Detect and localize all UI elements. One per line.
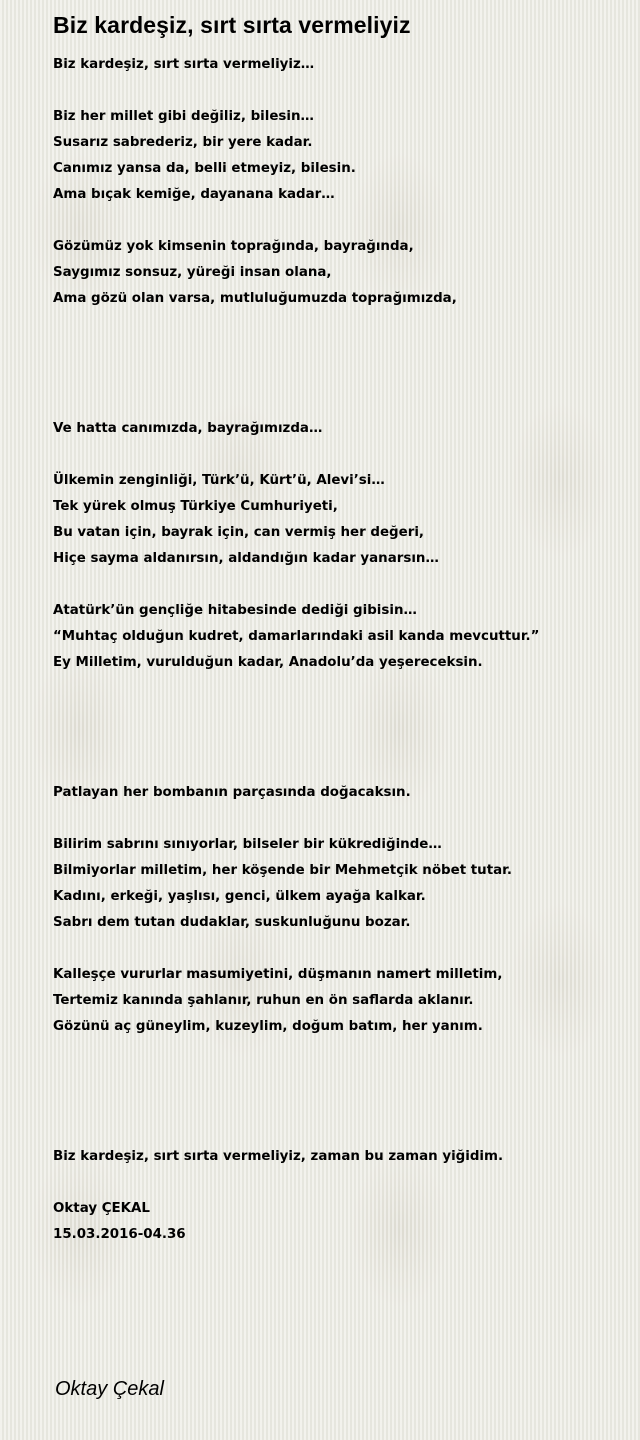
poem-line: Ve hatta canımızda, bayrağımızda… <box>53 421 323 436</box>
poem-blank-line <box>53 208 613 234</box>
poem-line: Oktay ÇEKAL <box>53 1201 150 1216</box>
poem-blank-line <box>53 572 613 598</box>
poem-blank-line <box>53 676 613 702</box>
poem-blank-line <box>53 728 613 754</box>
poem-line: Ey Milletim, vurulduğun kadar, Anadolu’da yeşereceksin. <box>53 655 483 670</box>
poem-blank-line <box>53 754 613 780</box>
poem-line: Saygımız sonsuz, yüreği insan olana, <box>53 265 332 280</box>
author-signature: Oktay Çekal <box>55 1378 164 1400</box>
poem-blank-line <box>53 1092 613 1118</box>
poem-blank-line <box>53 1118 613 1144</box>
poem-line: Kalleşçe vururlar masumiyetini, düşmanın namert milletim, <box>53 967 503 982</box>
poem-line: Gözümüz yok kimsenin toprağında, bayrağında, <box>53 239 414 254</box>
poem-line: Susarız sabrederiz, bir yere kadar. <box>53 135 313 150</box>
poem-blank-line <box>53 1170 613 1196</box>
poem-line: “Muhtaç olduğun kudret, damarlarındaki asil kanda mevcuttur.” <box>53 629 540 644</box>
poem-body <box>53 52 613 1248</box>
poem-line: Kadını, erkeği, yaşlısı, genci, ülkem ayağa kalkar. <box>53 889 426 904</box>
poem-line: Hiçe sayma aldanırsın, aldandığın kadar yanarsın… <box>53 551 439 566</box>
poem-blank-line <box>53 390 613 416</box>
poem-blank-line <box>53 312 613 338</box>
poem-blank-line <box>53 78 613 104</box>
poem-line: Ülkemin zenginliği, Türk’ü, Kürt’ü, Alevi’si… <box>53 473 385 488</box>
poem-line: Bu vatan için, bayrak için, can vermiş her değeri, <box>53 525 424 540</box>
poem-blank-line <box>53 364 613 390</box>
poem-line: Ama bıçak kemiğe, dayanana kadar… <box>53 187 335 202</box>
poem-line: Gözünü aç güneylim, kuzeylim, doğum batım, her yanım. <box>53 1019 483 1034</box>
poem-line: Patlayan her bombanın parçasında doğacaksın. <box>53 785 411 800</box>
poem-line: Atatürk’ün gençliğe hitabesinde dediği gibisin… <box>53 603 417 618</box>
poem-blank-line <box>53 442 613 468</box>
poem-blank-line <box>53 806 613 832</box>
poem-blank-line <box>53 338 613 364</box>
poem-blank-line <box>53 1040 613 1066</box>
poem-line: 15.03.2016-04.36 <box>53 1227 186 1242</box>
poem-line: Biz kardeşiz, sırt sırta vermeliyiz… <box>53 57 315 72</box>
poem-line: Bilmiyorlar milletim, her köşende bir Mehmetçik nöbet tutar. <box>53 863 512 878</box>
poem-blank-line <box>53 936 613 962</box>
poem-line: Tertemiz kanında şahlanır, ruhun en ön saflarda aklanır. <box>53 993 474 1008</box>
poem-line: Canımız yansa da, belli etmeyiz, bilesin. <box>53 161 356 176</box>
poem-line: Biz her millet gibi değiliz, bilesin… <box>53 109 314 124</box>
poem-line: Sabrı dem tutan dudaklar, suskunluğunu bozar. <box>53 915 411 930</box>
poem-line: Bilirim sabrını sınıyorlar, bilseler bir kükrediğinde… <box>53 837 442 852</box>
poem-title: Biz kardeşiz, sırt sırta vermeliyiz <box>53 12 411 38</box>
poem-line: Ama gözü olan varsa, mutluluğumuzda toprağımızda, <box>53 291 457 306</box>
poem-line: Tek yürek olmuş Türkiye Cumhuriyeti, <box>53 499 338 514</box>
poem-blank-line <box>53 1066 613 1092</box>
poem-blank-line <box>53 702 613 728</box>
poem-line: Biz kardeşiz, sırt sırta vermeliyiz, zaman bu zaman yiğidim. <box>53 1149 504 1164</box>
